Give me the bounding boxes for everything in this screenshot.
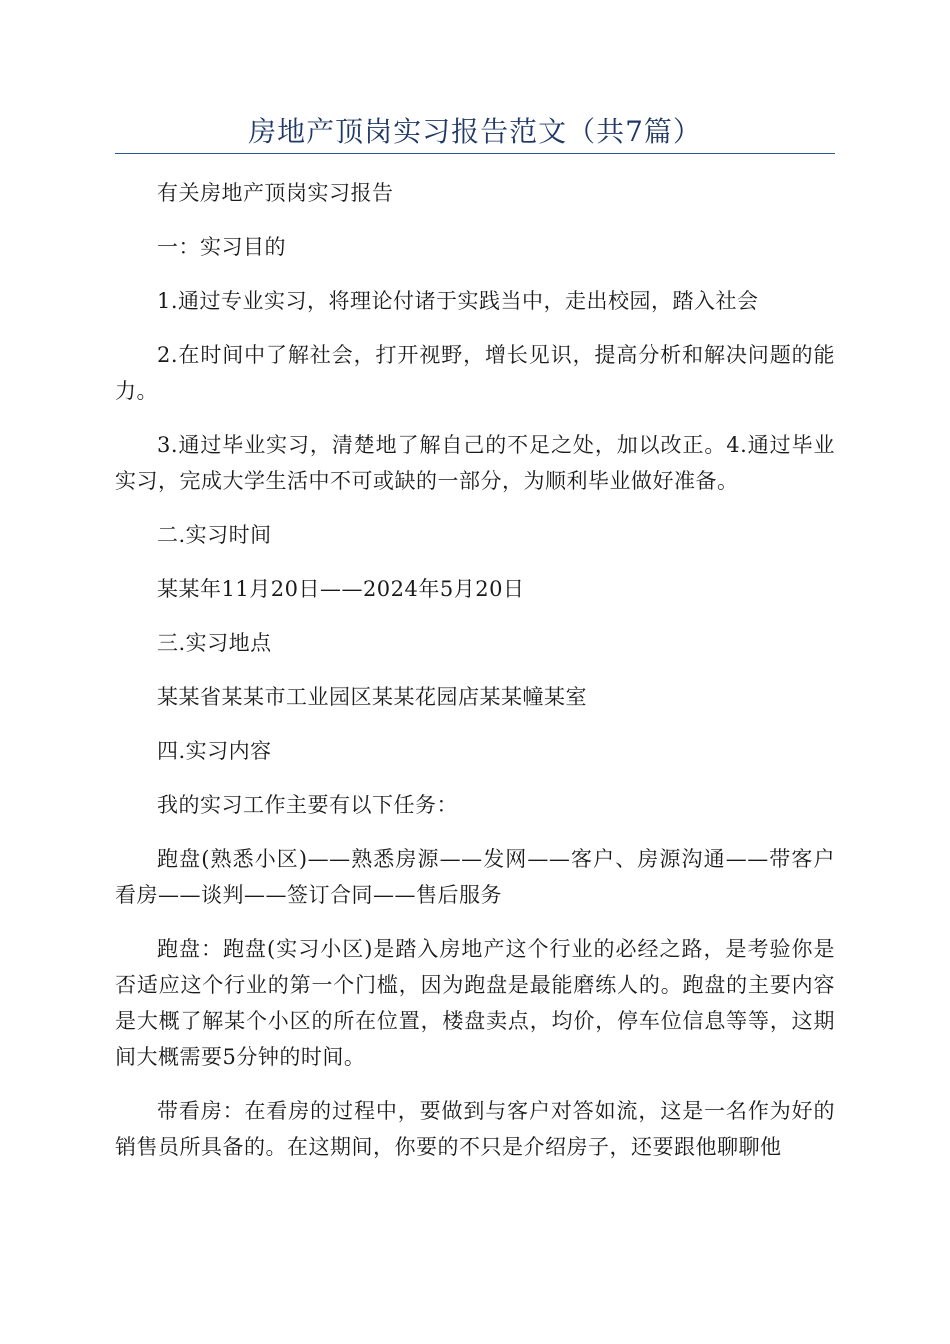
- title-underline: [115, 153, 835, 154]
- paragraph-purpose-1: 1.通过专业实习，将理论付诸于实践当中，走出校园，踏入社会: [157, 289, 759, 313]
- paragraph-purpose-3-4: 3.通过毕业实习，清楚地了解自己的不足之处，加以改正。4.通过毕业实习，完成大学生活中不可或缺的一部分，为顺利毕业做好准备。: [115, 433, 835, 493]
- paragraph-section-location: 三.实习地点: [157, 631, 272, 655]
- paragraph-section-time: 二.实习时间: [157, 523, 272, 547]
- title-block: [115, 112, 835, 152]
- paragraph-purpose-2: 2.在时间中了解社会，打开视野，增长见识，提高分析和解决问题的能力。: [115, 343, 835, 403]
- paragraph-report-heading: 有关房地产顶岗实习报告: [157, 181, 394, 205]
- paragraph-workflow: 跑盘(熟悉小区)——熟悉房源——发网——客户、房源沟通——带客户看房——谈判——签订合同——售后服务: [115, 847, 835, 907]
- paragraph-time-range: 某某年11月20日——2024年5月20日: [157, 577, 525, 601]
- document-body: [115, 175, 835, 1183]
- document-title: 房地产顶岗实习报告范文（共7篇）: [248, 115, 702, 148]
- paragraph-viewing: 带看房：在看房的过程中，要做到与客户对答如流，这是一名作为好的销售员所具备的。在这期间，你要的不只是介绍房子，还要跟他聊聊他: [115, 1099, 835, 1159]
- paragraph-tasks-intro: 我的实习工作主要有以下任务：: [157, 793, 458, 817]
- paragraph-paopan: 跑盘：跑盘(实习小区)是踏入房地产这个行业的必经之路，是考验你是否适应这个行业的第一个门槛，因为跑盘是最能磨练人的。跑盘的主要内容是大概了解某个小区的所在位置，楼盘卖点，均价，停车位信息等等，这期间大概需要5分钟的时间。: [115, 937, 835, 1069]
- paragraph-location-address: 某某省某某市工业园区某某花园店某某幢某室: [157, 685, 587, 709]
- paragraph-section-purpose: 一：实习目的: [157, 235, 286, 259]
- paragraph-section-content: 四.实习内容: [157, 739, 272, 763]
